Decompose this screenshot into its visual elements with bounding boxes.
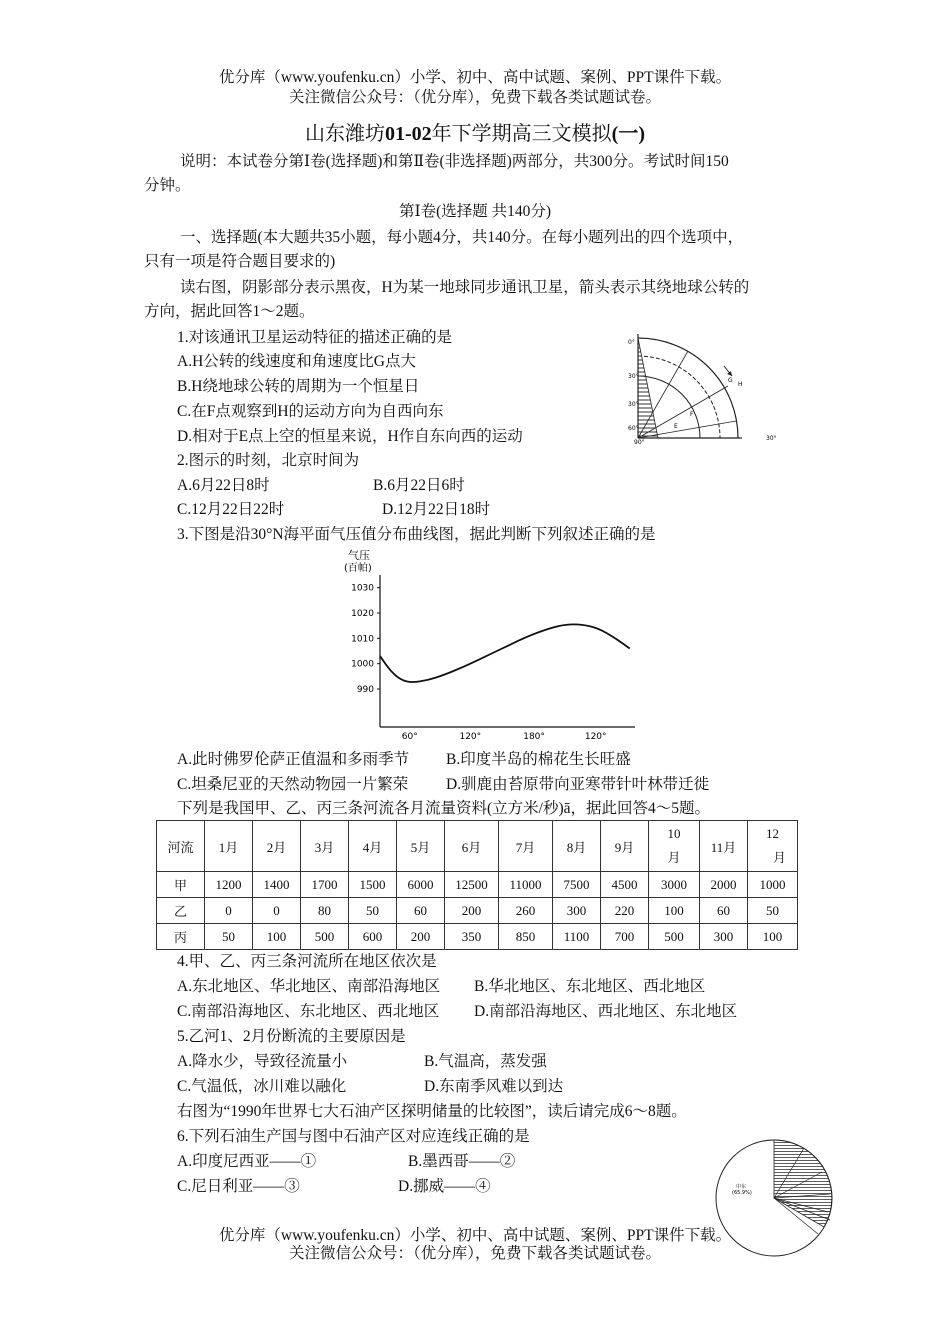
river-flow-table	[156, 820, 798, 950]
section-instruction-2: 只有一项是符合题目要求的)	[144, 253, 336, 270]
table-header-cell: 6月	[445, 821, 499, 872]
row-name: 乙	[157, 898, 205, 924]
table-intro: 下列是我国甲、乙、丙三条河流各月流量资料(立方米/秒)ā，据此回答4～5题。	[177, 800, 711, 817]
pressure-chart	[340, 545, 640, 745]
table-cell: 11000	[499, 872, 553, 898]
q3-option-b: B.印度半岛的棉花生长旺盛	[446, 751, 631, 768]
q5-option-a: A.降水少，导致径流量小	[177, 1053, 348, 1070]
q1-stem: 1.对该通讯卫星运动特征的描述正确的是	[177, 329, 453, 346]
table-header-cell: 1月	[205, 821, 253, 872]
q2-option-b: B.6月22日6时	[373, 477, 465, 494]
lat-label-4: 90°	[634, 439, 645, 444]
pie-center-label-1: 中东	[736, 1184, 747, 1190]
satellite-diagram	[628, 326, 778, 444]
table-header-cell: 8月	[553, 821, 601, 872]
q6-option-c: C.尼日利亚——③	[177, 1178, 300, 1195]
fig1-intro-1: 读右图，阴影部分表示黑夜，H为某一地球同步通讯卫星，箭头表示其绕地球公转的	[180, 279, 750, 296]
table-header-row	[157, 821, 798, 872]
table-cell: 220	[601, 898, 649, 924]
table-cell: 50	[205, 924, 253, 950]
table-cell: 350	[445, 924, 499, 950]
y-tick-label: 990	[356, 685, 374, 695]
q4-option-a: A.东北地区、华北地区、南部沿海地区	[177, 978, 441, 995]
q2-option-c: C.12月22日22时	[177, 501, 285, 518]
fig1-intro-2: 方向，据此回答1～2题。	[144, 303, 315, 320]
y-tick-label: 1020	[351, 609, 374, 619]
table-cell: 50	[349, 898, 397, 924]
table-cell: 60	[397, 898, 445, 924]
section-heading: 第Ⅰ卷(选择题 共140分)	[398, 203, 552, 220]
x-tick-label: 120°	[459, 732, 482, 742]
row-name: 丙	[157, 924, 205, 950]
q2-option-a: A.6月22日8时	[177, 477, 270, 494]
x-tick-label: 60°	[401, 732, 418, 742]
table-cell: 1500	[349, 872, 397, 898]
y-tick-label: 1030	[351, 583, 374, 594]
chart-series-line	[380, 624, 630, 682]
table-cell: 600	[349, 924, 397, 950]
q5-stem: 5.乙河1、2月份断流的主要原因是	[177, 1028, 406, 1045]
lat-label-0: 0°	[628, 339, 635, 346]
intro-line-2: 分钟。	[144, 177, 191, 194]
q4-stem: 4.甲、乙、丙三条河流所在地区依次是	[177, 953, 437, 970]
table-cell: 1000	[748, 872, 798, 898]
q1-option-b: B.H绕地球公转的周期为一个恒星日	[177, 378, 420, 395]
table-header-cell: 河流	[157, 821, 205, 872]
q1-option-a: A.H公转的线速度和角速度比G点大	[177, 353, 416, 370]
intro-line-1: 说明：本试卷分第Ⅰ卷(选择题)和第Ⅱ卷(非选择题)两部分，共300分。考试时间150	[180, 153, 729, 170]
table-cell: 1700	[301, 872, 349, 898]
table-header-cell: 2月	[253, 821, 301, 872]
pie-center-label-2: (65.9%)	[732, 1190, 752, 1196]
table-header-cell: 7月	[499, 821, 553, 872]
q3-option-a: A.此时佛罗伦萨正值温和多雨季节	[177, 751, 410, 768]
q1-option-c: C.在F点观察到H的运动方向为自西向东	[177, 403, 444, 420]
table-cell: 300	[553, 898, 601, 924]
table-header-cell: 10 月	[649, 821, 700, 872]
table-header-cell: 11月	[700, 821, 748, 872]
point-label-g: G	[728, 377, 733, 384]
table-cell: 100	[253, 924, 301, 950]
table-cell: 80	[301, 898, 349, 924]
q5-option-d: D.东南季风难以到达	[424, 1078, 564, 1095]
table-header-cell: 3月	[301, 821, 349, 872]
q1-option-d: D.相对于E点上空的恒星来说，H作自东向西的运动	[177, 428, 523, 445]
table-cell: 100	[748, 924, 798, 950]
q5-option-b: B.气温高，蒸发强	[424, 1053, 547, 1070]
table-cell: 60	[700, 898, 748, 924]
fig3-intro: 右图为“1990年世界七大石油产区探明储量的比较图”，读后请完成6～8题。	[177, 1103, 687, 1120]
point-label-e: E	[674, 423, 678, 430]
table-header-cell: 4月	[349, 821, 397, 872]
lat-label-3: 60°	[628, 425, 639, 432]
q4-option-b: B.华北地区、东北地区、西北地区	[474, 978, 706, 995]
table-cell: 50	[748, 898, 798, 924]
table-cell: 1100	[553, 924, 601, 950]
q3-stem: 3.下图是沿30°N海平面气压值分布曲线图，据此判断下列叙述正确的是	[177, 526, 656, 543]
q4-option-d: D.南部沿海地区、西北地区、东北地区	[474, 1003, 738, 1020]
q3-option-d: D.驯鹿由苔原带向亚寒带针叶林带迁徙	[446, 776, 710, 793]
q6-option-b: B.墨西哥——②	[408, 1153, 516, 1170]
point-label-f: F	[690, 411, 694, 418]
table-row	[157, 872, 798, 898]
header-line-1: 优分库（www.youfenku.cn）小学、初中、高中试题、案例、PPT课件下载。	[218, 69, 732, 86]
table-cell: 12500	[445, 872, 499, 898]
q5-option-c: C.气温低，冰川难以融化	[177, 1078, 347, 1095]
table-header-cell: 12 月	[748, 821, 798, 872]
footer-line-2: 关注微信公众号：（优分库），免费下载各类试题试卷。	[288, 1245, 661, 1262]
table-header-cell: 9月	[601, 821, 649, 872]
table-cell: 3000	[649, 872, 700, 898]
right-label: 30°	[766, 435, 777, 442]
table-cell: 260	[499, 898, 553, 924]
night-shading	[638, 338, 658, 438]
q6-option-a: A.印度尼西亚——①	[177, 1153, 317, 1170]
table-cell: 700	[601, 924, 649, 950]
table-header-cell: 5月	[397, 821, 445, 872]
lat-label-1: 30°	[628, 373, 639, 380]
lat-label-2: 30°	[628, 401, 639, 408]
table-cell: 850	[499, 924, 553, 950]
point-label-h: H	[738, 381, 743, 388]
q2-stem: 2.图示的时刻，北京时间为	[177, 452, 360, 469]
q2-option-d: D.12月22日18时	[382, 501, 491, 518]
q4-option-c: C.南部沿海地区、东北地区、西北地区	[177, 1003, 440, 1020]
table-cell: 2000	[700, 872, 748, 898]
q6-option-d: D.挪威——④	[398, 1178, 491, 1195]
table-cell: 1400	[253, 872, 301, 898]
x-tick-label: 120°	[584, 732, 607, 742]
footer-line-1: 优分库（www.youfenku.cn）小学、初中、高中试题、案例、PPT课件下载。	[218, 1227, 732, 1244]
table-cell: 1200	[205, 872, 253, 898]
q6-stem: 6.下列石油生产国与图中石油产区对应连线正确的是	[177, 1128, 530, 1145]
page-title: 山东潍坊01-02年下学期高三文模拟(一)	[305, 123, 645, 145]
table-cell: 6000	[397, 872, 445, 898]
x-tick-label: 180°	[523, 732, 545, 742]
chart-ylabel: 气压	[348, 549, 370, 562]
chart-yunit: (百帕)	[344, 563, 372, 574]
y-tick-label: 1010	[351, 634, 374, 645]
table-row	[157, 898, 798, 924]
table-cell: 0	[205, 898, 253, 924]
table-cell: 300	[700, 924, 748, 950]
header-line-2: 关注微信公众号：（优分库），免费下载各类试题试卷。	[288, 89, 661, 106]
table-cell: 100	[649, 898, 700, 924]
table-cell: 7500	[553, 872, 601, 898]
q3-option-c: C.坦桑尼亚的天然动物园一片繁荣	[177, 776, 409, 793]
table-cell: 4500	[601, 872, 649, 898]
section-instruction-1: 一、选择题(本大题共35小题，每小题4分，共140分。在每小题列出的四个选项中，	[180, 229, 744, 246]
row-name: 甲	[157, 872, 205, 898]
table-cell: 0	[253, 898, 301, 924]
table-cell: 200	[445, 898, 499, 924]
table-cell: 500	[649, 924, 700, 950]
table-cell: 200	[397, 924, 445, 950]
table-cell: 500	[301, 924, 349, 950]
y-tick-label: 1000	[351, 659, 374, 670]
table-row	[157, 924, 798, 950]
